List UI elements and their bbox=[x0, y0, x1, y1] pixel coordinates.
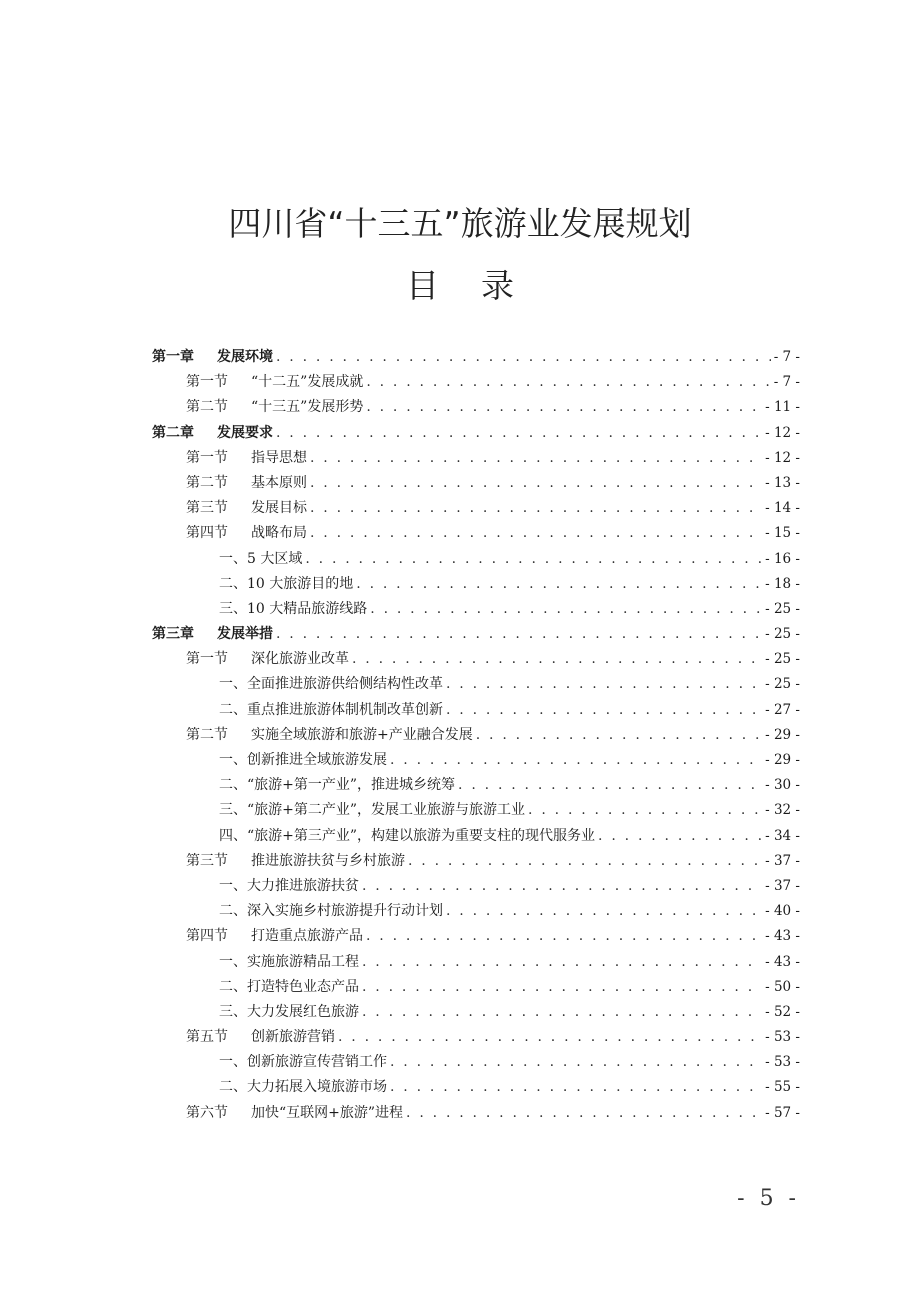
dot-leader bbox=[305, 547, 762, 572]
toc-entry-text: 打造重点旅游产品 bbox=[251, 928, 363, 945]
toc-entry-text: 创新旅游营销 bbox=[251, 1029, 335, 1046]
toc-entry-text: 推进旅游扶贫与乡村旅游 bbox=[251, 852, 405, 869]
dot-leader bbox=[362, 874, 762, 899]
toc-entry-text: 发展目标 bbox=[251, 500, 307, 517]
toc-entry[interactable] bbox=[152, 572, 800, 597]
toc-entry-label bbox=[186, 446, 307, 471]
toc-entry-text: 深化旅游业改革 bbox=[251, 651, 349, 668]
toc-entry-text: 10 大精品旅游线路 bbox=[247, 600, 368, 617]
toc-entry[interactable] bbox=[152, 798, 800, 823]
toc-entry[interactable] bbox=[152, 395, 800, 420]
toc-entry-number: 一、 bbox=[219, 752, 247, 768]
toc-entry[interactable] bbox=[152, 1000, 800, 1025]
toc-entry-number: 二、 bbox=[219, 777, 247, 794]
toc-entry-label bbox=[186, 849, 405, 874]
toc-entry-label bbox=[219, 1075, 387, 1100]
toc-entry[interactable] bbox=[152, 597, 800, 622]
toc-entry[interactable] bbox=[152, 773, 800, 798]
toc-entry-text: 10 大旅游目的地 bbox=[247, 575, 354, 592]
toc-entry-text: 重点推进旅游体制机制改革创新 bbox=[247, 701, 443, 718]
toc-entry-number: 一、 bbox=[219, 1054, 247, 1071]
toc-entry-label bbox=[219, 672, 443, 697]
toc-entry-number: 一、 bbox=[219, 953, 247, 970]
toc-entry-number: 一、 bbox=[219, 550, 247, 567]
toc-entry-text: 大力拓展入境旅游市场 bbox=[247, 1079, 387, 1096]
toc-entry-number: 第一节 bbox=[186, 651, 228, 668]
toc-entry-page: - 50 - bbox=[765, 978, 800, 995]
toc-entry-page: - 43 - bbox=[765, 928, 800, 945]
toc-entry-page: - 15 - bbox=[765, 525, 800, 542]
toc-entry-page: - 25 - bbox=[765, 626, 800, 643]
dot-leader bbox=[310, 446, 762, 471]
toc-entry-label bbox=[219, 1050, 387, 1075]
toc-entry-text: 发展要求 bbox=[217, 424, 273, 441]
toc-entry-page: - 53 - bbox=[765, 1029, 800, 1046]
dot-leader bbox=[276, 345, 771, 370]
dot-leader bbox=[446, 698, 762, 723]
toc-entry-number: 三、 bbox=[219, 1003, 247, 1020]
dot-leader bbox=[276, 421, 762, 446]
toc-entry-number: 四、 bbox=[219, 827, 247, 844]
toc-entry-label bbox=[186, 1025, 335, 1050]
toc-entry-page: - 29 - bbox=[765, 752, 800, 768]
dot-leader bbox=[458, 773, 762, 798]
toc-heading: 目录 bbox=[406, 266, 556, 305]
toc-entry-number: 第四节 bbox=[186, 525, 228, 542]
toc-entry-number: 第三章 bbox=[152, 626, 194, 643]
toc-entry-page: - 11 - bbox=[765, 399, 800, 416]
toc-entry-label bbox=[219, 798, 525, 823]
toc-entry-text: “十三五”发展形势 bbox=[251, 399, 364, 416]
toc-entry-page: - 16 - bbox=[765, 550, 800, 567]
toc-entry-text: “旅游+第二产业”，发展工业旅游与旅游工业 bbox=[247, 802, 526, 819]
toc-entry-number: 第二章 bbox=[152, 424, 194, 441]
toc-entry[interactable] bbox=[152, 446, 800, 471]
toc-entry-text: “旅游+第三产业”，构建以旅游为重要支柱的现代服务业 bbox=[247, 827, 596, 844]
dot-leader bbox=[310, 471, 762, 496]
dot-leader bbox=[390, 748, 762, 773]
dot-leader bbox=[598, 824, 762, 849]
toc-entry-page: - 40 - bbox=[765, 903, 800, 920]
toc-entry-text: 基本原则 bbox=[251, 474, 307, 491]
table-of-contents bbox=[152, 345, 800, 1126]
dot-leader bbox=[310, 496, 762, 521]
toc-entry[interactable] bbox=[152, 824, 800, 849]
dot-leader bbox=[366, 370, 770, 395]
toc-entry-text: 战略布局 bbox=[251, 525, 307, 542]
toc-entry-page: - 25 - bbox=[765, 676, 800, 693]
toc-entry-number: 第一章 bbox=[152, 349, 194, 365]
toc-entry-page: - 14 - bbox=[765, 500, 800, 517]
dot-leader bbox=[390, 1050, 762, 1075]
dot-leader bbox=[370, 597, 762, 622]
toc-entry-label bbox=[186, 1101, 403, 1126]
document-title: 四川省“十三五”旅游业发展规划 bbox=[228, 204, 692, 243]
toc-entry[interactable] bbox=[152, 723, 800, 748]
toc-entry-number: 一、 bbox=[219, 877, 247, 894]
toc-entry-label bbox=[152, 345, 273, 370]
toc-entry-label bbox=[219, 975, 359, 1000]
toc-entry-text: 发展环境 bbox=[217, 349, 273, 365]
toc-entry-text: 实施全域旅游和旅游+产业融合发展 bbox=[251, 726, 473, 743]
toc-entry-text: 实施旅游精品工程 bbox=[247, 953, 359, 970]
toc-entry-page: - 12 - bbox=[765, 449, 800, 466]
toc-entry-label bbox=[186, 471, 307, 496]
toc-entry-label bbox=[219, 547, 302, 572]
toc-entry-page: - 25 - bbox=[765, 651, 800, 668]
toc-entry-number: 二、 bbox=[219, 903, 247, 920]
toc-entry[interactable] bbox=[152, 1025, 800, 1050]
toc-entry-label bbox=[186, 370, 363, 395]
toc-entry-page: - 29 - bbox=[765, 726, 800, 743]
toc-entry[interactable] bbox=[152, 521, 800, 546]
toc-entry[interactable] bbox=[152, 748, 800, 773]
toc-entry-number: 二、 bbox=[219, 701, 247, 718]
toc-entry[interactable] bbox=[152, 672, 800, 697]
toc-entry-number: 第二节 bbox=[186, 474, 228, 491]
toc-entry[interactable] bbox=[152, 471, 800, 496]
dot-leader bbox=[310, 521, 762, 546]
toc-entry-label bbox=[186, 521, 307, 546]
toc-entry-label bbox=[152, 622, 273, 647]
dot-leader bbox=[446, 899, 762, 924]
toc-entry-page: - 37 - bbox=[765, 852, 800, 869]
toc-entry-text: 加快“互联网+旅游”进程 bbox=[251, 1104, 404, 1121]
toc-entry-text: 指导思想 bbox=[251, 449, 307, 466]
dot-leader bbox=[390, 1075, 762, 1100]
toc-entry[interactable] bbox=[152, 1101, 800, 1126]
toc-entry-page: - 32 - bbox=[765, 802, 800, 819]
toc-entry-page: - 27 - bbox=[765, 701, 800, 718]
dot-leader bbox=[362, 950, 762, 975]
toc-entry-label bbox=[219, 773, 455, 798]
toc-entry-label bbox=[186, 924, 363, 949]
toc-entry-page: - 13 - bbox=[765, 474, 800, 491]
dot-leader bbox=[366, 395, 762, 420]
toc-entry-text: 大力发展红色旅游 bbox=[247, 1003, 359, 1020]
toc-entry[interactable] bbox=[152, 622, 800, 647]
toc-entry-label bbox=[219, 698, 443, 723]
dot-leader bbox=[276, 622, 762, 647]
toc-entry-page: - 57 - bbox=[765, 1104, 800, 1121]
toc-entry-text: 5 大区域 bbox=[247, 550, 303, 567]
toc-entry[interactable] bbox=[152, 899, 800, 924]
toc-entry-page: - 7 - bbox=[773, 349, 800, 365]
toc-entry-label bbox=[219, 748, 387, 773]
dot-leader bbox=[366, 924, 762, 949]
toc-entry-page: - 30 - bbox=[765, 777, 800, 794]
toc-entry[interactable] bbox=[152, 647, 800, 672]
toc-entry-number: 三、 bbox=[219, 600, 247, 617]
toc-entry-page: - 25 - bbox=[765, 600, 800, 617]
toc-entry-label bbox=[219, 950, 359, 975]
toc-entry-number: 第五节 bbox=[186, 1029, 228, 1046]
toc-entry-text: 打造特色业态产品 bbox=[247, 978, 359, 995]
toc-entry-number: 第一节 bbox=[186, 374, 228, 391]
toc-entry-page: - 12 - bbox=[765, 424, 800, 441]
toc-entry-label bbox=[219, 1000, 359, 1025]
toc-entry-page: - 37 - bbox=[765, 877, 800, 894]
toc-entry-label bbox=[152, 421, 273, 446]
dot-leader bbox=[356, 572, 762, 597]
toc-entry-text: 全面推进旅游供给侧结构性改革 bbox=[247, 676, 443, 693]
dot-leader bbox=[362, 975, 762, 1000]
toc-entry-text: 创新旅游宣传营销工作 bbox=[247, 1054, 387, 1071]
toc-entry-label bbox=[186, 723, 473, 748]
toc-entry[interactable] bbox=[152, 849, 800, 874]
toc-entry-label bbox=[219, 874, 359, 899]
page-number: - 5 - bbox=[737, 1186, 800, 1211]
dot-leader bbox=[408, 849, 762, 874]
toc-entry-page: - 7 - bbox=[773, 374, 800, 391]
toc-entry-number: 第二节 bbox=[186, 399, 228, 416]
toc-entry-number: 第三节 bbox=[186, 852, 228, 869]
toc-entry-page: - 18 - bbox=[765, 575, 800, 592]
toc-entry[interactable] bbox=[152, 1075, 800, 1100]
toc-entry[interactable] bbox=[152, 547, 800, 572]
toc-entry-page: - 52 - bbox=[765, 1003, 800, 1020]
toc-entry-number: 三、 bbox=[219, 802, 247, 819]
toc-entry-number: 第三节 bbox=[186, 500, 228, 517]
toc-entry-number: 二、 bbox=[219, 575, 247, 592]
toc-entry-label bbox=[186, 647, 349, 672]
toc-entry-label bbox=[219, 824, 595, 849]
toc-entry[interactable] bbox=[152, 698, 800, 723]
dot-leader bbox=[352, 647, 762, 672]
toc-entry-number: 第六节 bbox=[186, 1104, 228, 1121]
toc-entry[interactable] bbox=[152, 345, 800, 370]
toc-entry-page: - 43 - bbox=[765, 953, 800, 970]
toc-entry[interactable] bbox=[152, 1050, 800, 1075]
toc-entry-text: 大力推进旅游扶贫 bbox=[247, 877, 359, 894]
toc-entry[interactable] bbox=[152, 496, 800, 521]
toc-entry[interactable] bbox=[152, 924, 800, 949]
dot-leader bbox=[528, 798, 762, 823]
toc-entry-text: 深入实施乡村旅游提升行动计划 bbox=[247, 903, 443, 920]
toc-entry-label bbox=[186, 496, 307, 521]
dot-leader bbox=[362, 1000, 762, 1025]
dot-leader bbox=[406, 1101, 762, 1126]
toc-entry-page: - 53 - bbox=[765, 1054, 800, 1071]
dot-leader bbox=[338, 1025, 762, 1050]
toc-entry-page: - 34 - bbox=[765, 827, 800, 844]
toc-entry-label bbox=[219, 572, 353, 597]
toc-entry-number: 第一节 bbox=[186, 449, 228, 466]
toc-entry[interactable] bbox=[152, 421, 800, 446]
toc-entry-label bbox=[219, 899, 443, 924]
toc-entry-text: 创新推进全域旅游发展 bbox=[247, 752, 387, 768]
toc-entry[interactable] bbox=[152, 370, 800, 395]
toc-entry-number: 第四节 bbox=[186, 928, 228, 945]
toc-entry-number: 二、 bbox=[219, 1079, 247, 1096]
toc-entry[interactable] bbox=[152, 975, 800, 1000]
dot-leader bbox=[446, 672, 762, 697]
toc-entry-number: 第二节 bbox=[186, 726, 228, 743]
toc-entry[interactable] bbox=[152, 950, 800, 975]
toc-entry-number: 一、 bbox=[219, 676, 247, 693]
toc-entry-text: “十二五”发展成就 bbox=[251, 374, 364, 391]
dot-leader bbox=[476, 723, 762, 748]
toc-entry-number: 二、 bbox=[219, 978, 247, 995]
toc-entry-label bbox=[186, 395, 363, 420]
toc-entry-page: - 55 - bbox=[765, 1079, 800, 1096]
toc-entry[interactable] bbox=[152, 874, 800, 899]
toc-entry-text: 发展举措 bbox=[217, 626, 273, 643]
toc-entry-text: “旅游+第一产业”，推进城乡统筹 bbox=[247, 777, 456, 794]
toc-entry-label bbox=[219, 597, 367, 622]
